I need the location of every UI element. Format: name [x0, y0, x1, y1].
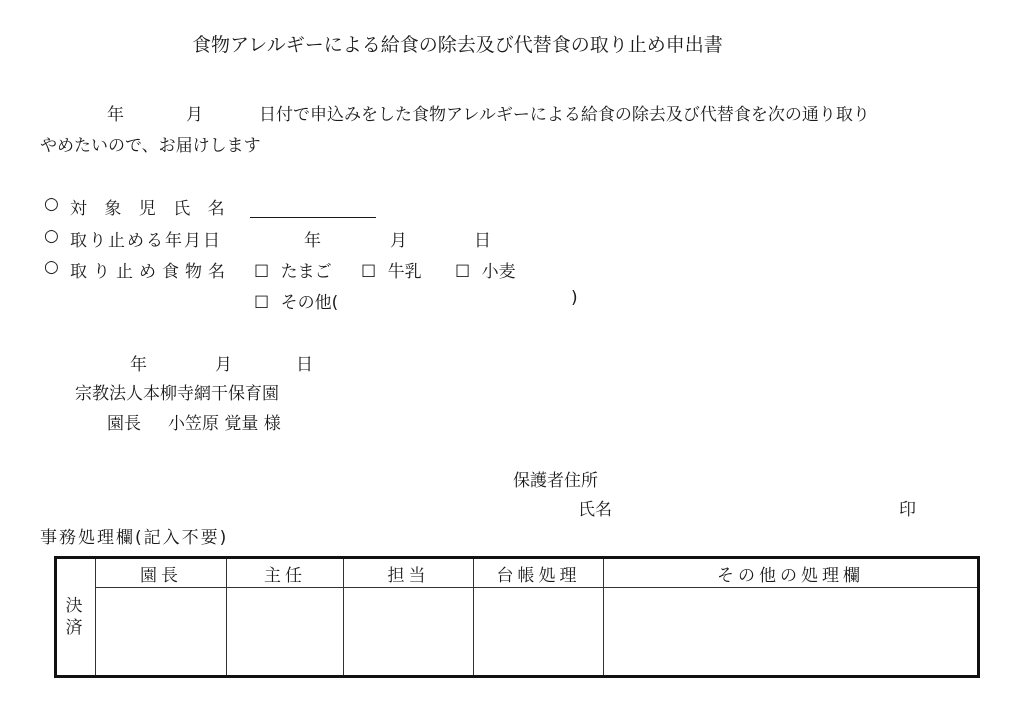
approval-table	[54, 556, 980, 678]
intro-text-line2: やめたいので、お届けします	[40, 136, 261, 156]
form-title: 食物アレルギーによる給食の除去及び代替食の取り止め申出書	[192, 34, 723, 56]
director-title: 園長	[107, 414, 141, 434]
seal-mark: 印	[899, 500, 916, 520]
column-header-in-charge: 担当	[344, 558, 474, 588]
director-stamp-cell[interactable]	[96, 588, 227, 677]
bullet: ○	[44, 257, 59, 277]
in-charge-stamp-cell[interactable]	[344, 588, 474, 677]
food-option-label: 牛乳	[387, 262, 422, 282]
other-processing-cell[interactable]	[604, 588, 979, 677]
chief-stamp-cell[interactable]	[227, 588, 344, 677]
column-header-chief: 主任	[227, 558, 344, 588]
director-name: 小笠原 覚量 様	[168, 414, 281, 434]
checkbox-egg[interactable]	[254, 257, 332, 282]
approval-cell	[56, 558, 96, 677]
checkbox-icon: ☐	[254, 293, 270, 313]
intro-text-line1: 日付で申込みをした食物アレルギーによる給食の除去及び代替食を次の通り取り	[259, 105, 870, 125]
checkbox-icon: ☐	[361, 262, 377, 282]
organization-name: 宗教法人本柳寺網干保育園	[75, 384, 279, 404]
checkbox-other[interactable]	[254, 288, 338, 313]
office-use-label: 事務処理欄(記入不要)	[40, 528, 229, 548]
ledger-stamp-cell[interactable]	[474, 588, 604, 677]
stop-date-label: 取り止める年月日	[70, 231, 222, 251]
column-header-director: 園長	[96, 558, 227, 588]
intro-month: 月	[186, 105, 203, 125]
bullet: ○	[44, 226, 59, 246]
stop-food-label: 取り止め食物名	[70, 262, 231, 282]
checkbox-milk[interactable]	[361, 257, 422, 282]
approval-char: 決	[65, 596, 87, 616]
column-header-other: その他の処理欄	[604, 558, 979, 588]
bullet: ○	[44, 194, 59, 214]
submission-year: 年	[130, 355, 147, 375]
other-close-paren: )	[571, 288, 578, 308]
guardian-address-label: 保護者住所	[513, 471, 598, 491]
intro-year: 年	[107, 105, 124, 125]
food-option-label: たまご	[280, 262, 332, 282]
checkbox-wheat[interactable]	[455, 257, 516, 282]
other-label: その他(	[280, 293, 339, 313]
child-name-label: 対 象 児 氏 名	[70, 199, 231, 219]
column-header-ledger: 台帳処理	[474, 558, 604, 588]
checkbox-icon: ☐	[254, 262, 270, 282]
checkbox-icon: ☐	[455, 262, 471, 282]
food-option-label: 小麦	[481, 262, 516, 282]
stop-date-day: 日	[474, 231, 491, 251]
guardian-name-label: 氏名	[578, 500, 612, 520]
child-name-field[interactable]	[250, 217, 376, 218]
submission-day: 日	[296, 355, 313, 375]
stop-date-month: 月	[390, 231, 407, 251]
approval-char: 済	[65, 618, 87, 638]
stop-date-year: 年	[304, 231, 321, 251]
submission-month: 月	[215, 355, 232, 375]
